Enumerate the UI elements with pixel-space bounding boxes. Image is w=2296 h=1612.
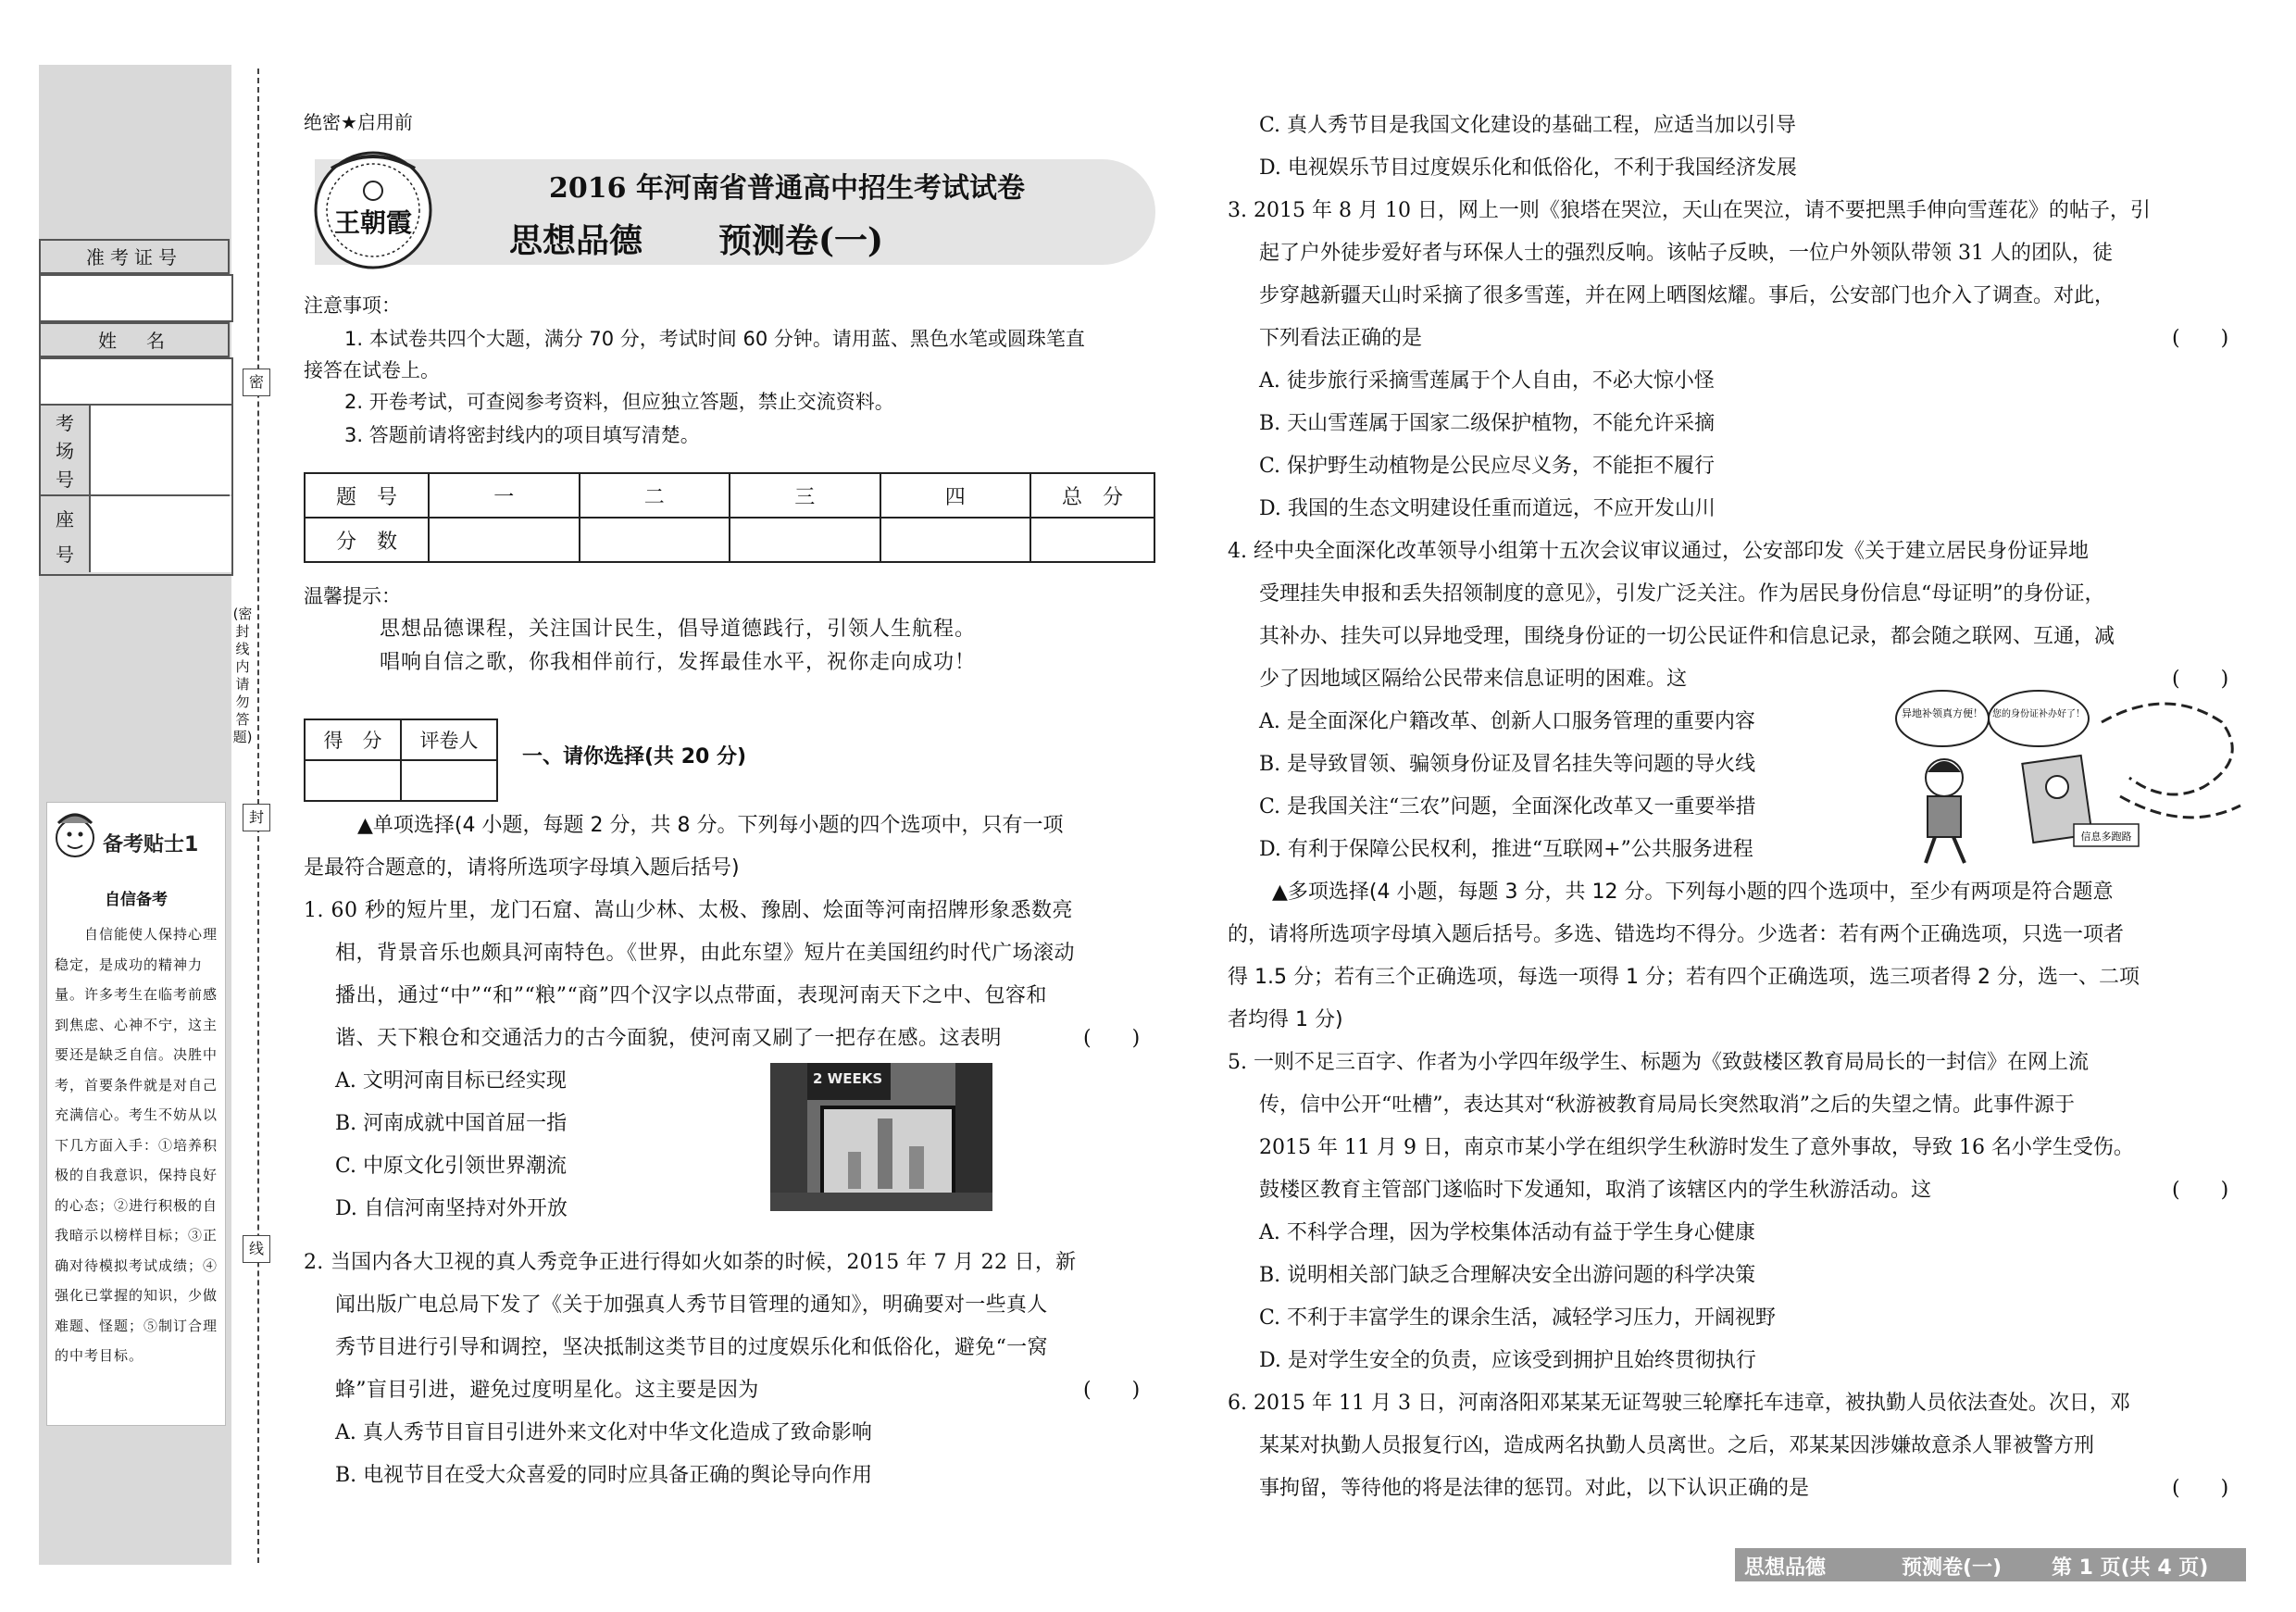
single-choice-intro: 是最符合题意的，请将所选项字母填入题后括号) — [304, 856, 740, 880]
q2-option-b: B. 电视节目在受大众喜爱的同时应具备正确的舆论导向作用 — [335, 1464, 873, 1487]
seat-field[interactable] — [89, 496, 231, 572]
seat-label: 座 号 — [41, 500, 89, 570]
grader-score-label: 得 分 — [305, 719, 401, 760]
q2-option-d: D. 电视娱乐节目过度娱乐化和低俗化，不利于我国经济发展 — [1259, 156, 1797, 180]
q1-option-d: D. 自信河南坚持对外开放 — [335, 1197, 568, 1220]
single-choice-intro: ▲单项选择(4 小题，每题 2 分，共 8 分。下列每小题的四个选项中，只有一项 — [357, 814, 1064, 837]
seal-mark-feng: 封 — [243, 804, 270, 831]
seal-mark-mi: 密 — [243, 369, 270, 396]
q3-option-b: B. 天山雪莲属于国家二级保护植物，不能允许采摘 — [1259, 412, 1716, 435]
grader-table — [304, 719, 498, 802]
q2-option-a: A. 真人秀节目盲目引进外来文化对中华文化造成了致命影响 — [335, 1421, 872, 1444]
notes-item: 1. 本试卷共四个大题，满分 70 分，考试时间 60 分钟。请用蓝、黑色水笔或圆珠笔直 — [344, 328, 1085, 350]
q3-stem: 下列看法正确的是 — [1259, 327, 1423, 350]
id-card-cartoon — [1889, 685, 2259, 867]
svg-text:信息多跑路: 信息多跑路 — [2080, 831, 2132, 843]
room-field[interactable] — [89, 406, 231, 494]
notes-item: 接答在试卷上。 — [304, 359, 440, 381]
q5-answer-paren[interactable]: ( ) — [2172, 1179, 2229, 1202]
room-label: 考 场 号 — [41, 407, 89, 493]
multi-choice-intro: 得 1.5 分；若有三个正确选项，每选一项得 1 分；若有四个正确选项，选三项者得 2 分，选一、二项 — [1228, 966, 2140, 989]
q2-option-c: C. 真人秀节目是我国文化建设的基础工程，应适当加以引导 — [1259, 114, 1797, 137]
footer-subject: 思想品德 — [1744, 1556, 1827, 1580]
seal-mark-xian: 线 — [243, 1235, 270, 1263]
score-cell[interactable] — [1030, 518, 1154, 562]
notes-item: 2. 开卷考试，可查阅参考资料，但应独立答题，禁止交流资料。 — [344, 391, 894, 413]
score-cell[interactable] — [730, 518, 880, 562]
q4-stem: 少了因地域区隔给公民带来信息证明的困难。这 — [1259, 668, 1688, 691]
name-label: 姓 名 — [39, 322, 230, 357]
svg-text:异地补领真方便！: 异地补领真方便！ — [1902, 707, 1983, 719]
score-cell[interactable] — [880, 518, 1031, 562]
q1-option-b: B. 河南成就中国首屈一指 — [335, 1112, 568, 1135]
q6-stem: 事拘留，等待他的将是法律的惩罚。对此，以下认识正确的是 — [1259, 1477, 1810, 1500]
score-header: 四 — [880, 473, 1031, 518]
q1-stem: 相，背景音乐也颇具河南特色。《世界，由此东望》短片在美国纽约时代广场滚动 — [335, 942, 1076, 965]
tips-banner-icon — [51, 806, 221, 871]
warm-tips-title: 温馨提示： — [304, 585, 401, 607]
warm-tips-line: 思想品德课程，关注国计民生，倡导道德践行，引领人生航程。 — [380, 618, 977, 641]
q1-option-a: A. 文明河南目标已经实现 — [335, 1069, 567, 1093]
q6-answer-paren[interactable]: ( ) — [2172, 1477, 2229, 1500]
q5-option-d: D. 是对学生安全的负责，应该受到拥护且始终贯彻执行 — [1259, 1349, 1756, 1372]
q1-stem: 播出，通过“中”“和”“粮”“商”四个汉字以点带面，表现河南天下之中、包容和 — [335, 984, 1047, 1007]
times-square-photo — [770, 1063, 992, 1211]
warm-tips-line: 唱响自信之歌，你我相伴前行，发挥最佳水平，祝你走向成功！ — [380, 651, 977, 674]
q2-stem: 闻出版广电总局下发了《关于加强真人秀节目管理的通知》，明确要对一些真人 — [335, 1293, 1048, 1317]
page-footer — [1735, 1548, 2246, 1581]
q2-answer-paren[interactable]: ( ) — [1083, 1379, 1141, 1402]
binding-note: (密封线内请勿答题) — [232, 606, 253, 745]
q5-option-c: C. 不利于丰富学生的课余生活，减轻学习压力，开阔视野 — [1259, 1306, 1777, 1330]
q1-stem: 谐、天下粮仓和交通活力的古今面貌，使河南又刷了一把存在感。这表明 — [335, 1027, 1003, 1050]
score-header: 二 — [580, 473, 730, 518]
multi-choice-intro: ▲多项选择(4 小题，每题 3 分，共 12 分。下列每小题的四个选项中，至少有两项是符合题意 — [1272, 881, 2114, 904]
q3-option-d: D. 我国的生态文明建设任重而道远，不应开发山川 — [1259, 497, 1716, 520]
q5-option-b: B. 说明相关部门缺乏合理解决安全出游问题的科学决策 — [1259, 1264, 1756, 1287]
q1-answer-paren[interactable]: ( ) — [1083, 1027, 1141, 1050]
q3-answer-paren[interactable]: ( ) — [2172, 327, 2229, 350]
q6-stem: 6. 2015 年 11 月 3 日，河南洛阳邓某某无证驾驶三轮摩托车违章，被执勤人员依法查处。次日，邓 — [1228, 1392, 2130, 1415]
tips-title: 自信备考 — [105, 891, 168, 909]
publisher-logo-icon — [313, 150, 433, 270]
q4-answer-paren[interactable]: ( ) — [2172, 668, 2229, 691]
footer-page: 第 1 页(共 4 页) — [2052, 1556, 2209, 1580]
q1-stem: 1. 60 秒的短片里，龙门石窟、嵩山少林、太极、豫剧、烩面等河南招牌形象悉数亮 — [304, 899, 1073, 922]
svg-text:王朝霞: 王朝霞 — [333, 207, 413, 238]
score-table — [304, 472, 1155, 563]
notes-item: 3. 答题前请将密封线内的项目填写清楚。 — [344, 424, 700, 446]
paper-title: 预测卷(一) — [718, 221, 884, 260]
section-title: 一、请你选择(共 20 分) — [522, 745, 747, 769]
footer-paper: 预测卷(一) — [1902, 1556, 2003, 1580]
q4-option-c: C. 是我国关注“三农”问题，全面深化改革又一重要举措 — [1259, 795, 1756, 818]
q5-stem: 鼓楼区教育主管部门遂临时下发通知，取消了该辖区内的学生秋游活动。这 — [1259, 1179, 1932, 1202]
q2-stem: 2. 当国内各大卫视的真人秀竞争正进行得如火如荼的时候，2015 年 7 月 22 日，新 — [304, 1251, 1077, 1274]
score-cell[interactable] — [429, 518, 580, 562]
q3-option-c: C. 保护野生动植物是公民应尽义务，不能拒不履行 — [1259, 455, 1716, 478]
score-cell[interactable] — [580, 518, 730, 562]
q5-stem: 2015 年 11 月 9 日，南京市某小学在组织学生秋游时发生了意外事故，导致 16 名小学生受伤。 — [1259, 1136, 2134, 1159]
name-field[interactable] — [39, 357, 233, 406]
exam-number-field[interactable] — [39, 274, 233, 322]
q4-option-d: D. 有利于保障公民权利，推进“互联网+”公共服务进程 — [1259, 838, 1753, 861]
q6-stem: 某某对执勤人员报复行凶，造成两名执勤人员离世。之后，邓某某因涉嫌故意杀人罪被警方刑 — [1259, 1434, 2095, 1457]
q3-stem: 步穿越新疆天山时采摘了很多雪莲，并在网上晒图炫耀。事后，公安部门也介入了调查。对此， — [1259, 284, 2115, 307]
q4-option-a: A. 是全面深化户籍改革、创新人口服务管理的重要内容 — [1259, 710, 1755, 733]
q2-stem: 蜂”盲目引进，避免过度明星化。这主要是因为 — [335, 1379, 759, 1402]
q3-stem: 起了户外徒步爱好者与环保人士的强烈反响。该帖子反映，一位户外领队带领 31 人的团队，徒 — [1259, 242, 2113, 265]
multi-choice-intro: 者均得 1 分) — [1228, 1008, 1343, 1031]
subject-title: 思想品德 — [509, 221, 643, 260]
notes-title: 注意事项： — [304, 294, 401, 317]
grader-score-cell[interactable] — [305, 760, 401, 801]
exam-title: 2016 年河南省普通高中招生考试试卷 — [549, 172, 1025, 205]
grader-reviewer-label: 评卷人 — [401, 719, 497, 760]
score-row-label: 分 数 — [305, 518, 429, 562]
exam-tips-box — [46, 802, 226, 1426]
q3-option-a: A. 徒步旅行采摘雪莲属于个人自由，不必大惊小怪 — [1259, 369, 1715, 393]
multi-choice-intro: 的，请将所选项字母填入题后括号。多选、错选均不得分。少选者：若有两个正确选项，只选一项者 — [1228, 923, 2125, 946]
q4-stem: 4. 经中央全面深化改革领导小组第十五次会议审议通过，公安部印发《关于建立居民身份证异地 — [1228, 540, 2089, 563]
tips-body: 自信能使人保持心理稳定，是成功的精神力量。许多考生在临考前感到焦虑、心神不宁，这主要还是缺乏自信。决胜中考，首要条件就是对自己充满信心。考生不妨从以下几方面入手：①培养积极的自我意识，保持良好的心态；②进行积极的自我暗示以榜样目标；③正确对待模拟考试成绩；④强化已掌握的知识，少做难题、怪题；⑤制订合理的中考目标。 — [55, 926, 218, 1364]
q1-option-c: C. 中原文化引领世界潮流 — [335, 1155, 568, 1178]
q5-stem: 传，信中公开“吐槽”，表达其对“秋游被教育局局长突然取消”之后的失望之情。此事件源于 — [1259, 1093, 2075, 1117]
score-header: 总 分 — [1030, 473, 1154, 518]
exam-number-label: 准考证号 — [39, 239, 230, 274]
grader-reviewer-cell[interactable] — [401, 760, 497, 801]
score-header: 一 — [429, 473, 580, 518]
q5-option-a: A. 不科学合理，因为学校集体活动有益于学生身心健康 — [1259, 1221, 1755, 1244]
confidential-label: 绝密★启用前 — [304, 111, 413, 133]
q2-stem: 秀节目进行引导和调控，坚决抵制这类节目的过度娱乐化和低俗化，避免“一窝 — [335, 1336, 1048, 1359]
score-header: 三 — [730, 473, 880, 518]
q3-stem: 3. 2015 年 8 月 10 日，网上一则《狼塔在哭泣，天山在哭泣，请不要把黑手伸向雪莲花》的帖子，引 — [1228, 199, 2151, 222]
q4-option-b: B. 是导致冒领、骗领身份证及冒名挂失等问题的导火线 — [1259, 753, 1756, 776]
q5-stem: 5. 一则不足三百字、作者为小学四年级学生、标题为《致鼓楼区教育局局长的一封信》在网上流 — [1228, 1051, 2089, 1074]
svg-text:您的身份证补办好了！: 您的身份证补办好了！ — [1992, 709, 2085, 719]
q4-stem: 其补办、挂失可以异地受理，围绕身份证的一切公民证件和信息记录，都会随之联网、互通，减 — [1259, 625, 2115, 648]
q4-stem: 受理挂失申报和丢失招领制度的意见》，引发广泛关注。作为居民身份信息“母证明”的身份证， — [1259, 582, 2105, 606]
score-header: 题 号 — [305, 473, 429, 518]
svg-text:备考贴士1: 备考贴士1 — [103, 833, 199, 856]
svg-text:2 WEEKS: 2 WEEKS — [813, 1070, 883, 1087]
